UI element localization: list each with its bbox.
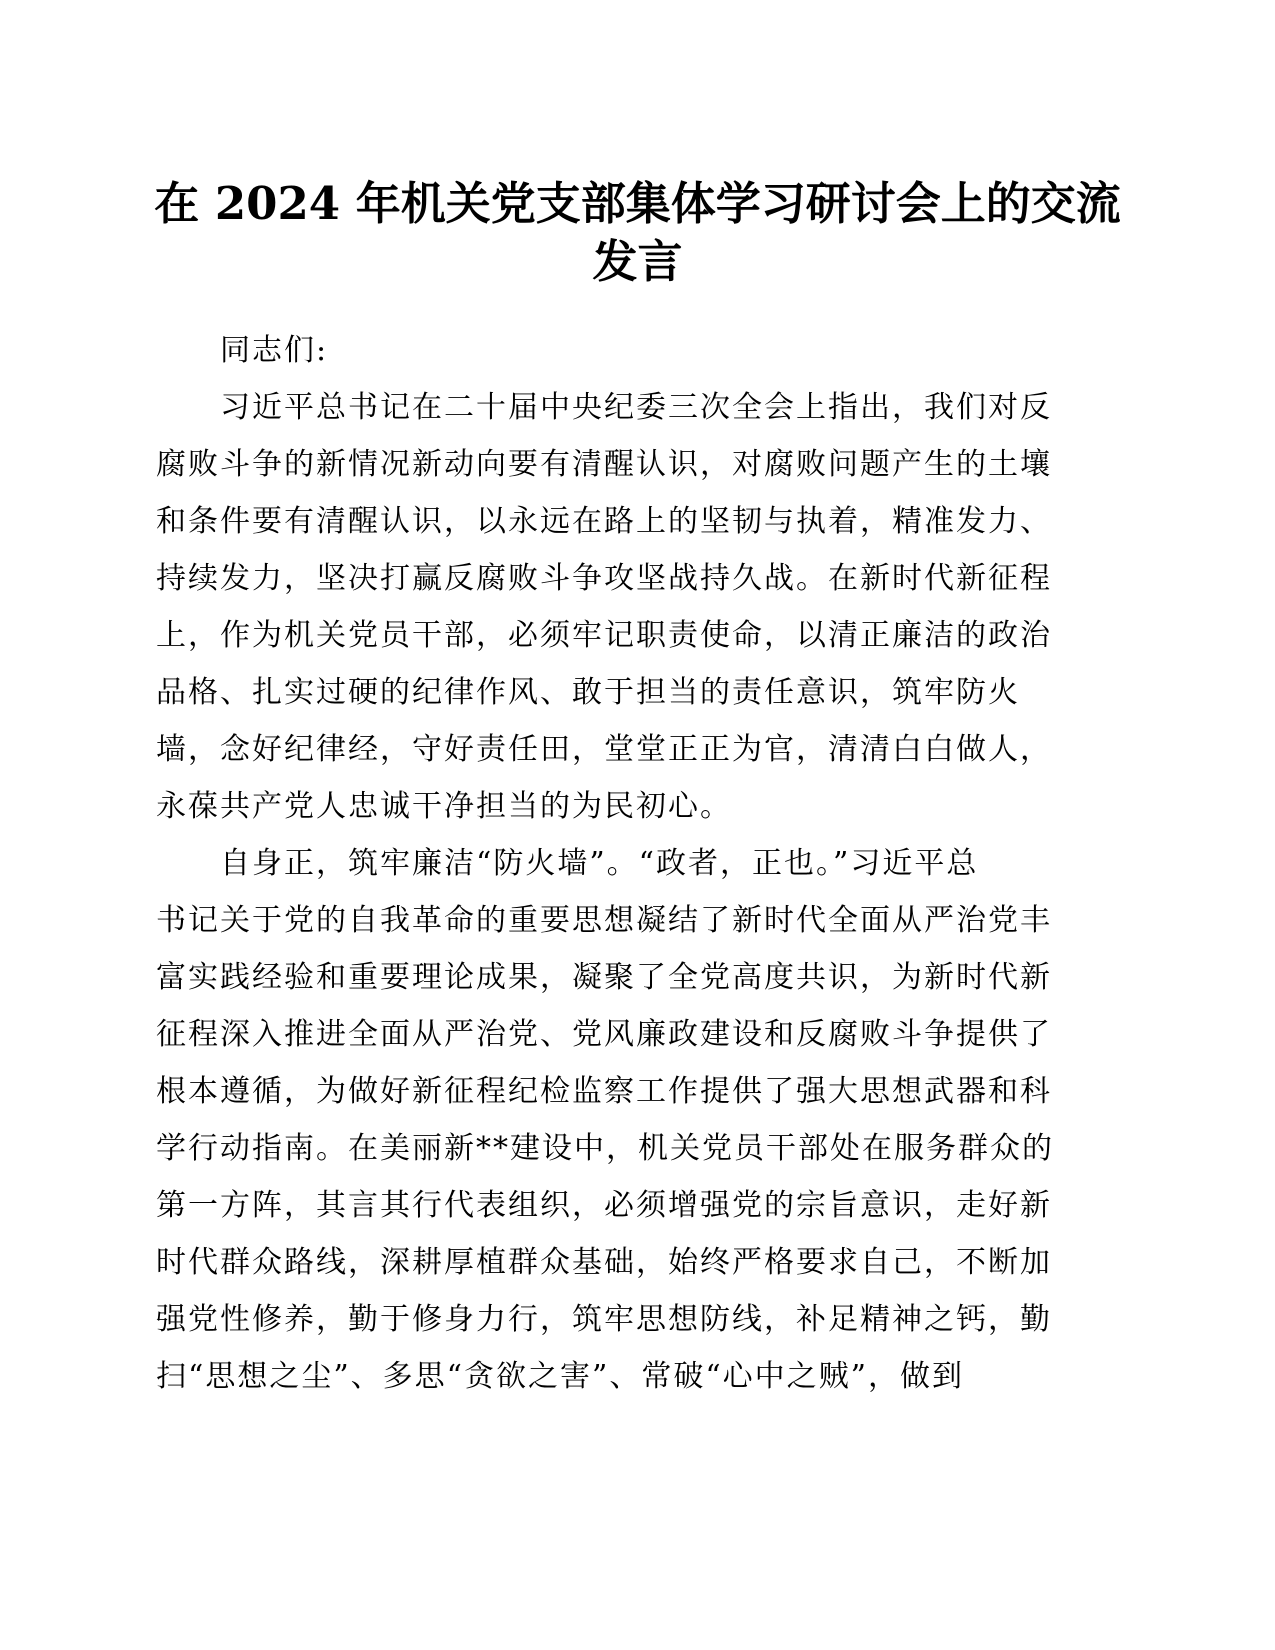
paragraph-2-line: 强党性修养，勤于修身力行，筑牢思想防线，补足精神之钙，勤 xyxy=(156,1302,1052,1337)
paragraph-2-line: 富实践经验和重要理论成果，凝聚了全党高度共识，为新时代新 xyxy=(156,960,1052,995)
paragraph-1-line: 和条件要有清醒认识，以永远在路上的坚韧与执着，精准发力、 xyxy=(156,504,1052,539)
paragraph-2-line: 扫“思想之尘”、多思“贪欲之害”、常破“心中之贼”，做到 xyxy=(156,1359,965,1394)
title-line-1: 在 2024 年机关党支部集体学习研讨会上的交流 xyxy=(154,177,1121,230)
paragraph-1-line: 上，作为机关党员干部，必须牢记职责使命，以清正廉洁的政治 xyxy=(156,618,1052,653)
paragraph-2-line: 征程深入推进全面从严治党、党风廉政建设和反腐败斗争提供了 xyxy=(156,1017,1052,1052)
paragraph-1-line: 墙，念好纪律经，守好责任田，堂堂正正为官，清清白白做人， xyxy=(156,732,1052,767)
paragraph-1-line: 持续发力，坚决打赢反腐败斗争攻坚战持久战。在新时代新征程 xyxy=(156,561,1052,596)
paragraph-2-line: 学行动指南。在美丽新**建设中，机关党员干部处在服务群众的 xyxy=(156,1131,1054,1166)
paragraph-2-line: 根本遵循，为做好新征程纪检监察工作提供了强大思想武器和科 xyxy=(156,1074,1052,1109)
paragraph-1-line: 永葆共产党人忠诚干净担当的为民初心。 xyxy=(156,789,732,824)
title-line-2: 发言 xyxy=(592,235,683,288)
paragraph-2-line: 时代群众路线，深耕厚植群众基础，始终严格要求自己，不断加 xyxy=(156,1245,1052,1280)
paragraph-2-line: 书记关于党的自我革命的重要思想凝结了新时代全面从严治党丰 xyxy=(156,903,1052,938)
paragraph-1-line: 腐败斗争的新情况新动向要有清醒认识，对腐败问题产生的土壤 xyxy=(156,447,1052,482)
paragraph-2-line: 自身正，筑牢廉洁“防火墙”。“政者，正也。”习近平总 xyxy=(220,846,979,881)
paragraph-1-line: 习近平总书记在二十届中央纪委三次全会上指出，我们对反 xyxy=(220,390,1052,425)
salutation: 同志们: xyxy=(220,333,329,368)
paragraph-2-line: 第一方阵，其言其行代表组织，必须增强党的宗旨意识，走好新 xyxy=(156,1188,1052,1223)
document-title xyxy=(100,175,1175,291)
document-body xyxy=(156,322,1086,1405)
paragraph-1-line: 品格、扎实过硬的纪律作风、敢于担当的责任意识，筑牢防火 xyxy=(156,675,1020,710)
